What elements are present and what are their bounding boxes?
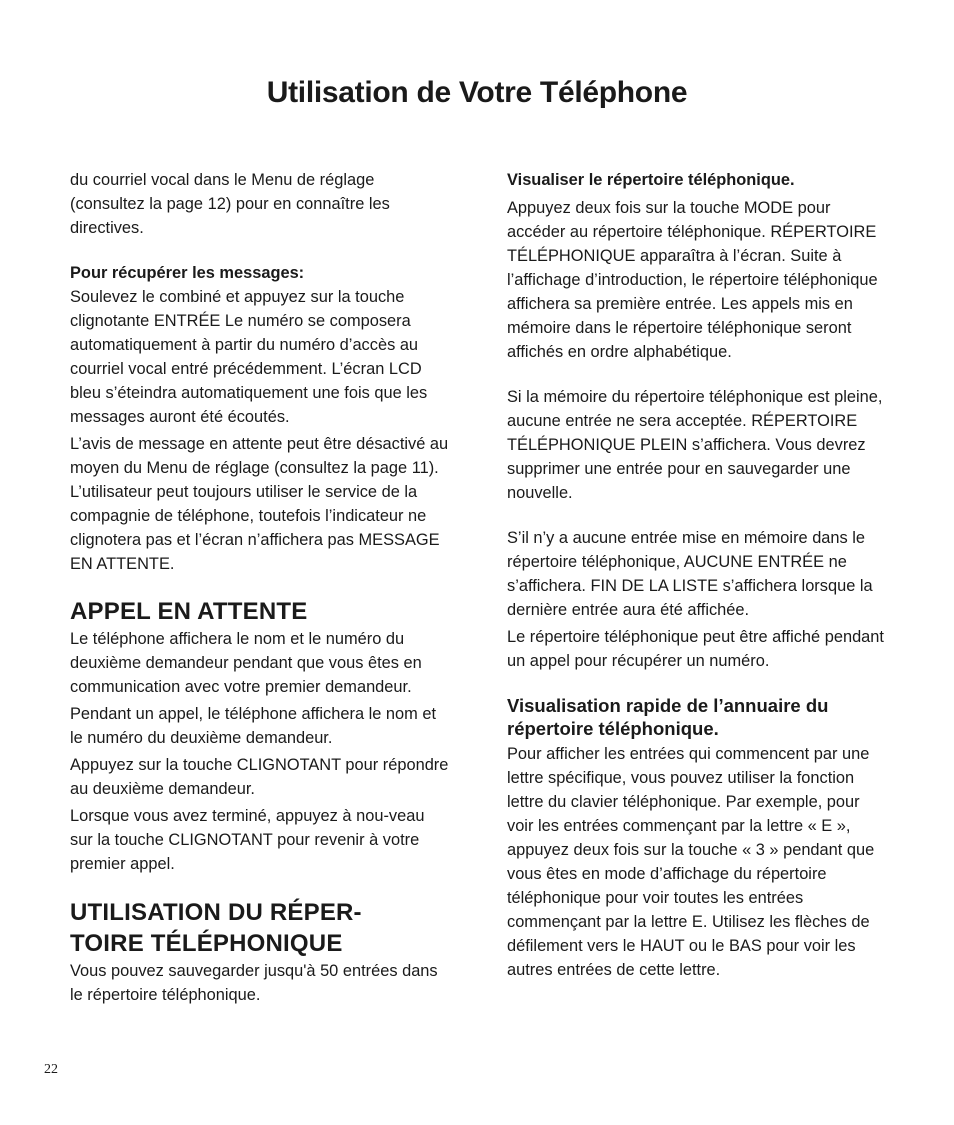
phonebook-capacity-paragraph: Vous pouvez sauvegarder jusqu'à 50 entrées dans le répertoire téléphonique.	[70, 962, 438, 1004]
call-waiting-paragraph-3: Appuyez sur la touche CLIGNOTANT pour répondre au deuxième demandeur.	[70, 756, 449, 798]
view-during-call-paragraph: Le répertoire téléphonique peut être affiché pendant un appel pour récupérer un numéro.	[507, 628, 884, 670]
left-column	[70, 168, 450, 1007]
voicemail-setup-paragraph: du courriel vocal dans le Menu de réglage (consultez la page 12) pour en connaître les directives.	[70, 171, 390, 237]
quick-view-heading: Visualisation rapide de l’annuaire du répertoire téléphonique.	[507, 695, 829, 739]
call-waiting-paragraph-4: Lorsque vous avez terminé, appuyez à nou-veau sur la touche CLIGNOTANT pour revenir à votre premier appel.	[70, 807, 425, 873]
retrieve-messages-heading: Pour récupérer les messages:	[70, 264, 305, 282]
page-number: 22	[44, 1062, 58, 1077]
view-phonebook-paragraph: Appuyez deux fois sur la touche MODE pour accéder au répertoire téléphonique. RÉPERTOIRE TÉLÉPHONIQUE apparaîtra à l’écran. Suite à l’affichage d’introduction, le répertoire téléphonique affichera sa première entrée. Les appels mis en mémoire dans le répertoire téléphonique seront affichés en ordre alphabétique.	[507, 199, 878, 361]
no-entry-paragraph: S’il n’y a aucune entrée mise en mémoire dans le répertoire téléphonique, AUCUNE ENTRÉE ne s’affichera. FIN DE LA LISTE s’affichera lorsque la dernière entrée aura été affichée.	[507, 529, 873, 619]
call-waiting-heading: APPEL EN ATTENTE	[70, 598, 308, 625]
phonebook-heading: UTILISATION DU RÉPER-TOIRE TÉLÉPHONIQUE	[70, 899, 362, 957]
view-phonebook-heading: Visualiser le répertoire téléphonique.	[507, 171, 795, 189]
call-waiting-paragraph-1: Le téléphone affichera le nom et le numéro du deuxième demandeur pendant que vous êtes en communication avec votre premier demandeur.	[70, 630, 422, 696]
retrieve-messages-paragraph: Soulevez le combiné et appuyez sur la touche clignotante ENTRÉE Le numéro se composera automatiquement à partir du numéro d’accès au courriel vocal entré précédemment. L’écran LCD bleu s’éteindra automatiquement une fois que les messages auront été écoutés.	[70, 288, 428, 426]
quick-view-paragraph: Pour afficher les entrées qui commencent par une lettre spécifique, vous pouvez utiliser la fonction lettre du clavier téléphonique. Par exemple, pour voir les entrées commençant par la lettre « E », appuyez deux fois sur la touche « 3 » pendant que vous êtes en mode d’affichage du répertoire téléphonique pour voir toutes les entrées commençant par la lettre E. Utilisez les flèches de défilement vers le HAUT ou le BAS pour voir les autres entrées de cette lettre.	[507, 745, 875, 979]
page-title: Utilisation de Votre Téléphone	[266, 76, 688, 109]
memory-full-paragraph: Si la mémoire du répertoire téléphonique est pleine, aucune entrée ne sera acceptée. RÉPERTOIRE TÉLÉPHONIQUE PLEIN s’affichera. Vous devrez supprimer une entrée pour en sauvegarder une nouvelle.	[507, 388, 883, 502]
right-column	[507, 168, 887, 982]
message-notice-paragraph: L’avis de message en attente peut être désactivé au moyen du Menu de réglage (consultez la page 11). L’utilisateur peut toujours utiliser le service de la compagnie de téléphone, toutefois l’indicateur ne clignotera pas et l’écran n’affichera pas MESSAGE EN ATTENTE.	[70, 435, 449, 573]
call-waiting-paragraph-2: Pendant un appel, le téléphone affichera le nom et le numéro du deuxième demandeur.	[70, 705, 437, 747]
